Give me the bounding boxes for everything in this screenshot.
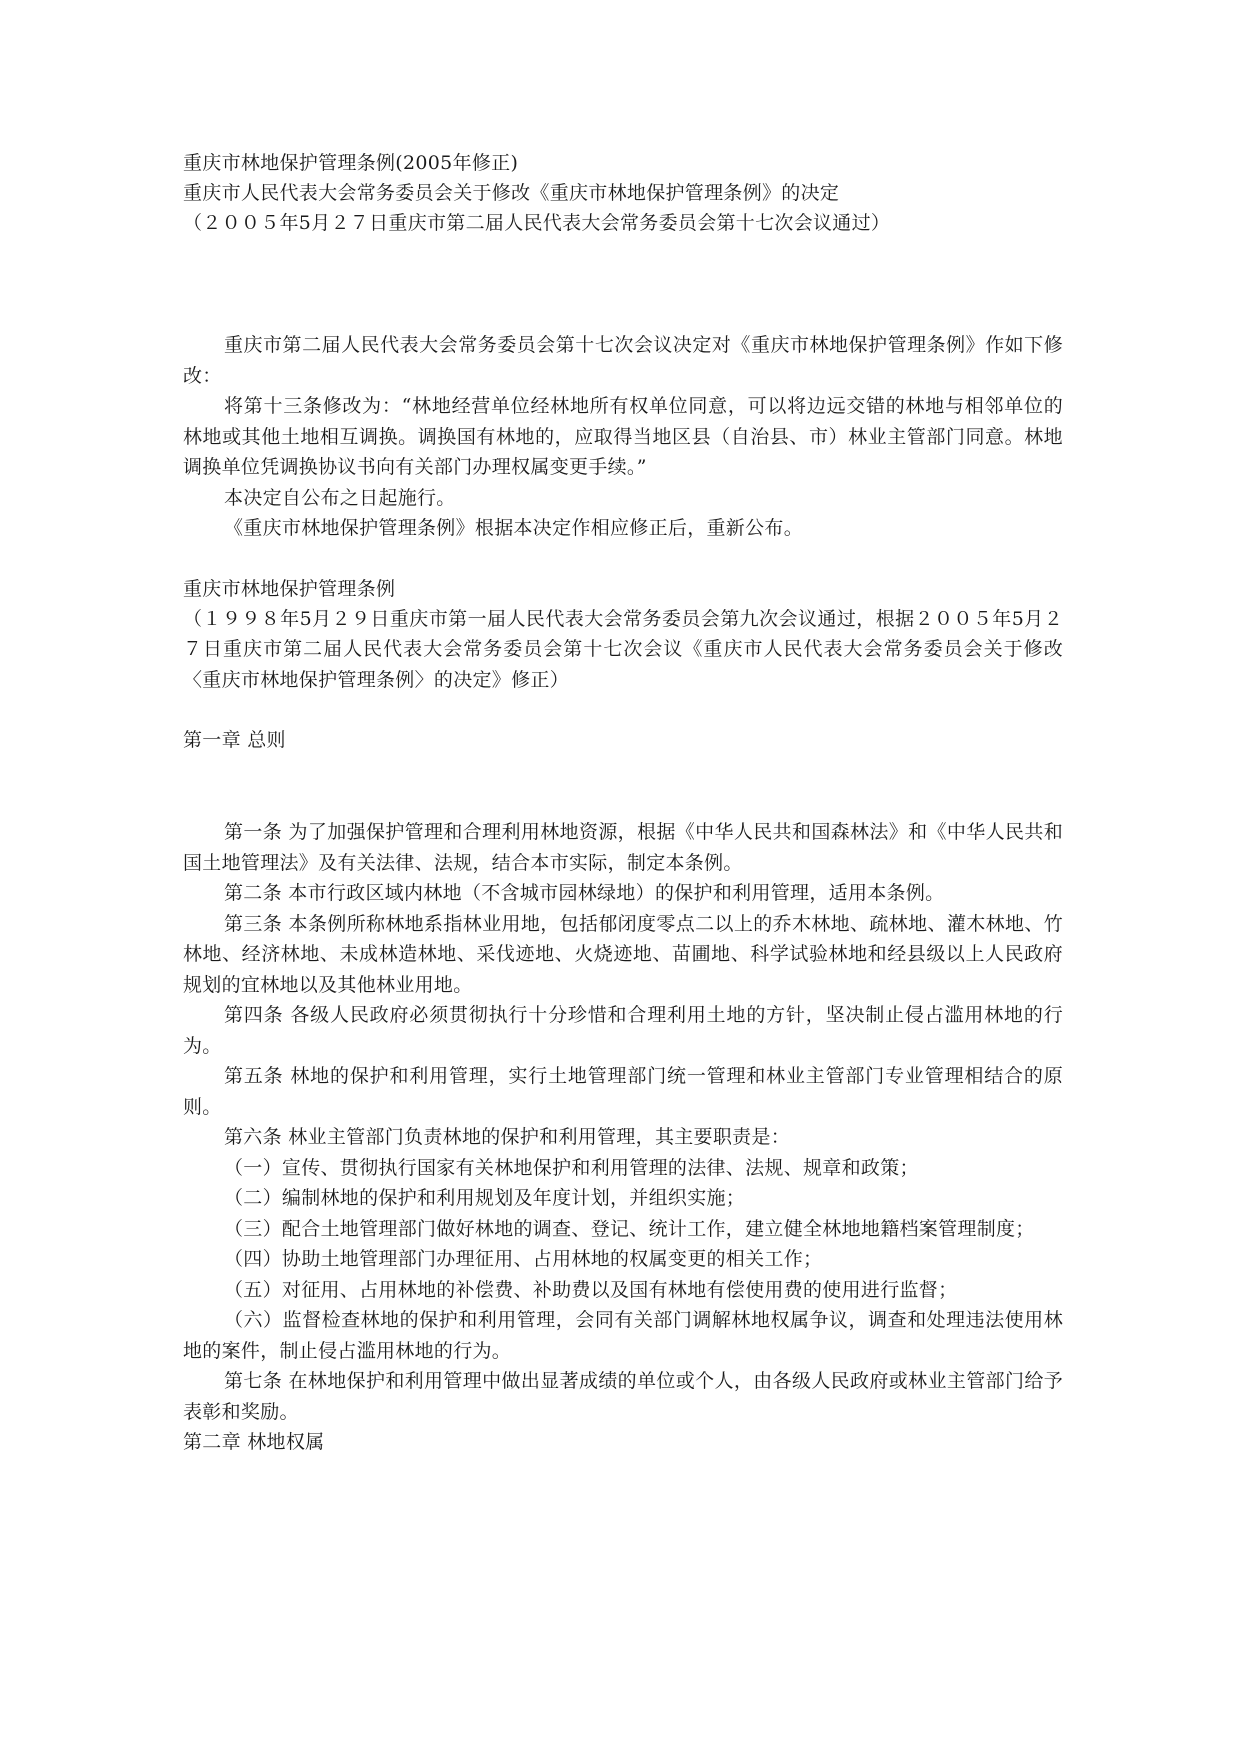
article-1: 第一条 为了加强保护管理和合理利用林地资源，根据《中华人民共和国森林法》和《中华人民共和国土地管理法》及有关法律、法规，结合本市实际，制定本条例。: [183, 821, 1063, 874]
decision-paragraph-3: 本决定自公布之日起施行。: [224, 486, 456, 509]
article-7: 第七条 在林地保护和利用管理中做出显著成绩的单位或个人，由各级人民政府或林业主管部门给予表彰和奖励。: [183, 1370, 1063, 1423]
article-6-item-4: （四）协助土地管理部门办理征用、占用林地的权属变更的相关工作；: [224, 1248, 823, 1270]
article-4: 第四条 各级人民政府必须贯彻执行十分珍惜和合理利用土地的方针，坚决制止侵占滥用林地的行为。: [183, 1004, 1063, 1057]
chapter-heading-1: 第一章 总则: [183, 729, 286, 751]
article-6-item-5: （五）对征用、占用林地的补偿费、补助费以及国有林地有偿使用费的使用进行监督；: [224, 1278, 958, 1301]
article-2: 第二条 本市行政区域内林地（不含城市园林绿地）的保护和利用管理，适用本条例。: [224, 882, 945, 904]
article-3: 第三条 本条例所称林地系指林业用地，包括郁闭度零点二以上的乔木林地、疏林地、灌木林地、竹林地、经济林地、未成林造林地、采伐迹地、火烧迹地、苗圃地、科学试验林地和经县级以上人民政府规划的宜林地以及其他林业用地。: [183, 912, 1063, 996]
article-5: 第五条 林地的保护和利用管理，实行土地管理部门统一管理和林业主管部门专业管理相结合的原则。: [183, 1065, 1063, 1118]
decision-title: 重庆市人民代表大会常务委员会关于修改《重庆市林地保护管理条例》的决定: [183, 182, 840, 204]
regulation-title: 重庆市林地保护管理条例: [183, 577, 396, 600]
article-6-item-2: （二）编制林地的保护和利用规划及年度计划，并组织实施；: [224, 1187, 746, 1209]
article-6: 第六条 林业主管部门负责林地的保护和利用管理，其主要职责是：: [224, 1126, 791, 1148]
decision-paragraph-4: 《重庆市林地保护管理条例》根据本决定作相应修正后，重新公布。: [224, 517, 804, 539]
document-page: [183, 148, 1063, 1457]
decision-paragraph-2: 将第十三条修改为：“林地经营单位经林地所有权单位同意，可以将边远交错的林地与相邻单位的林地或其他土地相互调换。调换国有林地的，应取得当地区县（自治县、市）林业主管部门同意。林地调换单位凭调换协议书向有关部门办理权属变更手续。”: [183, 395, 1063, 478]
document-title: 重庆市林地保护管理条例(2005年修正): [183, 152, 519, 174]
decision-paragraph-1: 重庆市第二届人民代表大会常务委员会第十七次会议决定对《重庆市林地保护管理条例》作如下修改：: [183, 334, 1063, 387]
chapter-heading-2: 第二章 林地权属: [183, 1431, 325, 1453]
article-6-item-6: （六）监督检查林地的保护和利用管理，会同有关部门调解林地权属争议，调查和处理违法使用林地的案件，制止侵占滥用林地的行为。: [183, 1309, 1063, 1362]
regulation-history: （１９９８年5月２９日重庆市第一届人民代表大会常务委员会第九次会议通过，根据２００５年5月２７日重庆市第二届人民代表大会常务委员会第十七次会议《重庆市人民代表大会常务委员会关于修改〈重庆市林地保护管理条例〉的决定》修正）: [183, 607, 1063, 691]
article-6-item-3: （三）配合土地管理部门做好林地的调查、登记、统计工作，建立健全林地地籍档案管理制度；: [224, 1217, 1035, 1240]
decision-date: （２００５年5月２７日重庆市第二届人民代表大会常务委员会第十七次会议通过）: [183, 212, 891, 234]
article-6-item-1: （一）宣传、贯彻执行国家有关林地保护和利用管理的法律、法规、规章和政策；: [224, 1156, 919, 1179]
